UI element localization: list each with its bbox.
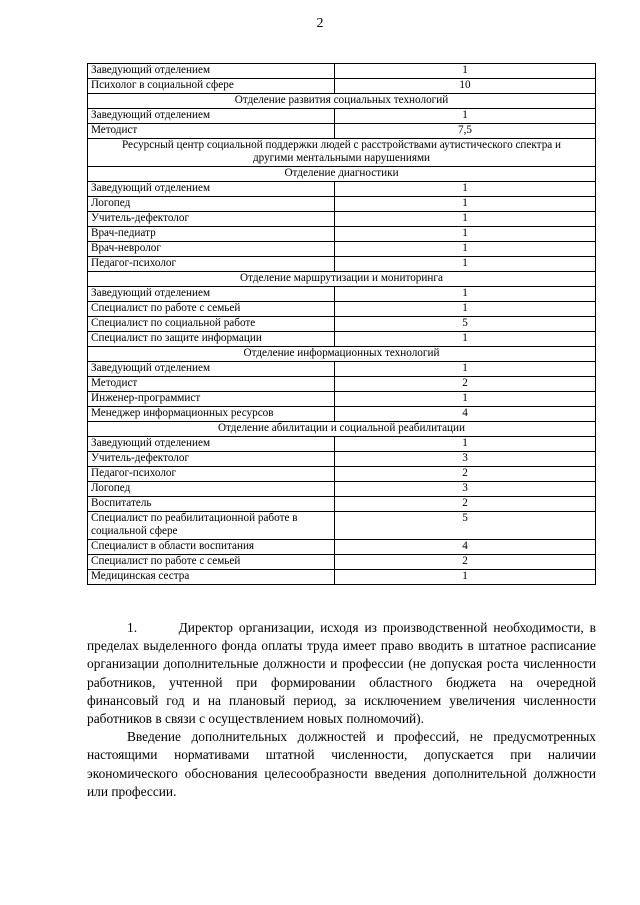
position-cell: Заведующий отделением	[88, 109, 335, 124]
count-cell: 10	[335, 79, 596, 94]
table-row	[88, 331, 596, 346]
position-cell: Специалист по работе с семьей	[88, 301, 335, 316]
section-title: Отделение маршрутизации и мониторинга	[88, 271, 596, 286]
table-row	[88, 391, 596, 406]
count-cell: 5	[335, 316, 596, 331]
position-cell: Заведующий отделением	[88, 361, 335, 376]
count-cell: 1	[335, 569, 596, 584]
position-cell: Специалист по защите информации	[88, 331, 335, 346]
position-cell: Методист	[88, 376, 335, 391]
section-title: Отделение абилитации и социальной реабилитации	[88, 421, 596, 436]
notes-section	[87, 619, 596, 801]
position-cell: Менеджер информационных ресурсов	[88, 406, 335, 421]
table-row	[88, 466, 596, 481]
position-cell: Специалист по реабилитационной работе в социальной сфере	[88, 511, 335, 539]
count-cell: 7,5	[335, 124, 596, 139]
table-row	[88, 226, 596, 241]
table-row	[88, 436, 596, 451]
table-row	[88, 316, 596, 331]
position-cell: Методист	[88, 124, 335, 139]
count-cell: 1	[335, 64, 596, 79]
count-cell: 1	[335, 436, 596, 451]
table-row	[88, 554, 596, 569]
position-cell: Специалист в области воспитания	[88, 539, 335, 554]
count-cell: 3	[335, 481, 596, 496]
position-cell: Педагог-психолог	[88, 256, 335, 271]
count-cell: 1	[335, 241, 596, 256]
count-cell: 1	[335, 211, 596, 226]
table-row	[88, 376, 596, 391]
table-row	[88, 256, 596, 271]
position-cell: Врач-невролог	[88, 241, 335, 256]
count-cell: 1	[335, 181, 596, 196]
table-section-row	[88, 271, 596, 286]
count-cell: 2	[335, 554, 596, 569]
staffing-table-body	[88, 64, 596, 585]
table-section-row	[88, 166, 596, 181]
position-cell: Заведующий отделением	[88, 64, 335, 79]
table-row	[88, 241, 596, 256]
table-row	[88, 124, 596, 139]
table-row	[88, 361, 596, 376]
position-cell: Заведующий отделением	[88, 181, 335, 196]
note-paragraph-2: Введение дополнительных должностей и профессий, не предусмотренных настоящими нормативами штатной численности, допускается при наличии экономического обоснования целесообразности введения дополнительной должности или профессии.	[87, 729, 596, 799]
position-cell: Врач-педиатр	[88, 226, 335, 241]
count-cell: 5	[335, 511, 596, 539]
count-cell: 1	[335, 301, 596, 316]
count-cell: 1	[335, 196, 596, 211]
page-number: 2	[316, 16, 324, 31]
count-cell: 2	[335, 466, 596, 481]
count-cell: 3	[335, 451, 596, 466]
table-row	[88, 406, 596, 421]
position-cell: Медицинская сестра	[88, 569, 335, 584]
position-cell: Специалист по работе с семьей	[88, 554, 335, 569]
position-cell: Воспитатель	[88, 496, 335, 511]
table-row	[88, 496, 596, 511]
position-cell: Учитель-дефектолог	[88, 211, 335, 226]
position-cell: Логопед	[88, 196, 335, 211]
count-cell: 2	[335, 376, 596, 391]
position-cell: Учитель-дефектолог	[88, 451, 335, 466]
section-title: Отделение диагностики	[88, 166, 596, 181]
table-row	[88, 109, 596, 124]
note-paragraph-1: 1. Директор организации, исходя из производственной необходимости, в пределах выделенного фонда оплаты труда имеет право вводить в штатное расписание организации дополнительные должности и профессии (не допуская роста численности работников, учтенной при формировании областного бюджета на очередной финансовый год и на плановый период, за исключением увеличения численности работников в связи с осуществлением новых полномочий).	[87, 620, 596, 727]
position-cell: Психолог в социальной сфере	[88, 79, 335, 94]
table-row	[88, 451, 596, 466]
section-title: Отделение развития социальных технологий	[88, 94, 596, 109]
count-cell: 1	[335, 109, 596, 124]
table-row	[88, 196, 596, 211]
table-row	[88, 301, 596, 316]
position-cell: Педагог-психолог	[88, 466, 335, 481]
table-row	[88, 569, 596, 584]
table-section-row	[88, 139, 596, 167]
table-row	[88, 211, 596, 226]
table-row	[88, 511, 596, 539]
count-cell: 1	[335, 256, 596, 271]
table-row	[88, 79, 596, 94]
table-section-row	[88, 421, 596, 436]
count-cell: 1	[335, 286, 596, 301]
table-row	[88, 539, 596, 554]
position-cell: Логопед	[88, 481, 335, 496]
count-cell: 4	[335, 406, 596, 421]
section-title: Ресурсный центр социальной поддержки людей с расстройствами аутистического спектра и другими ментальными нарушениями	[88, 139, 596, 167]
count-cell: 4	[335, 539, 596, 554]
staffing-table	[87, 63, 596, 585]
position-cell: Специалист по социальной работе	[88, 316, 335, 331]
position-cell: Заведующий отделением	[88, 286, 335, 301]
count-cell: 1	[335, 331, 596, 346]
table-row	[88, 286, 596, 301]
table-row	[88, 64, 596, 79]
table-section-row	[88, 94, 596, 109]
table-section-row	[88, 346, 596, 361]
count-cell: 1	[335, 361, 596, 376]
table-row	[88, 481, 596, 496]
table-row	[88, 181, 596, 196]
count-cell: 1	[335, 391, 596, 406]
position-cell: Заведующий отделением	[88, 436, 335, 451]
section-title: Отделение информационных технологий	[88, 346, 596, 361]
count-cell: 1	[335, 226, 596, 241]
position-cell: Инженер-программист	[88, 391, 335, 406]
count-cell: 2	[335, 496, 596, 511]
